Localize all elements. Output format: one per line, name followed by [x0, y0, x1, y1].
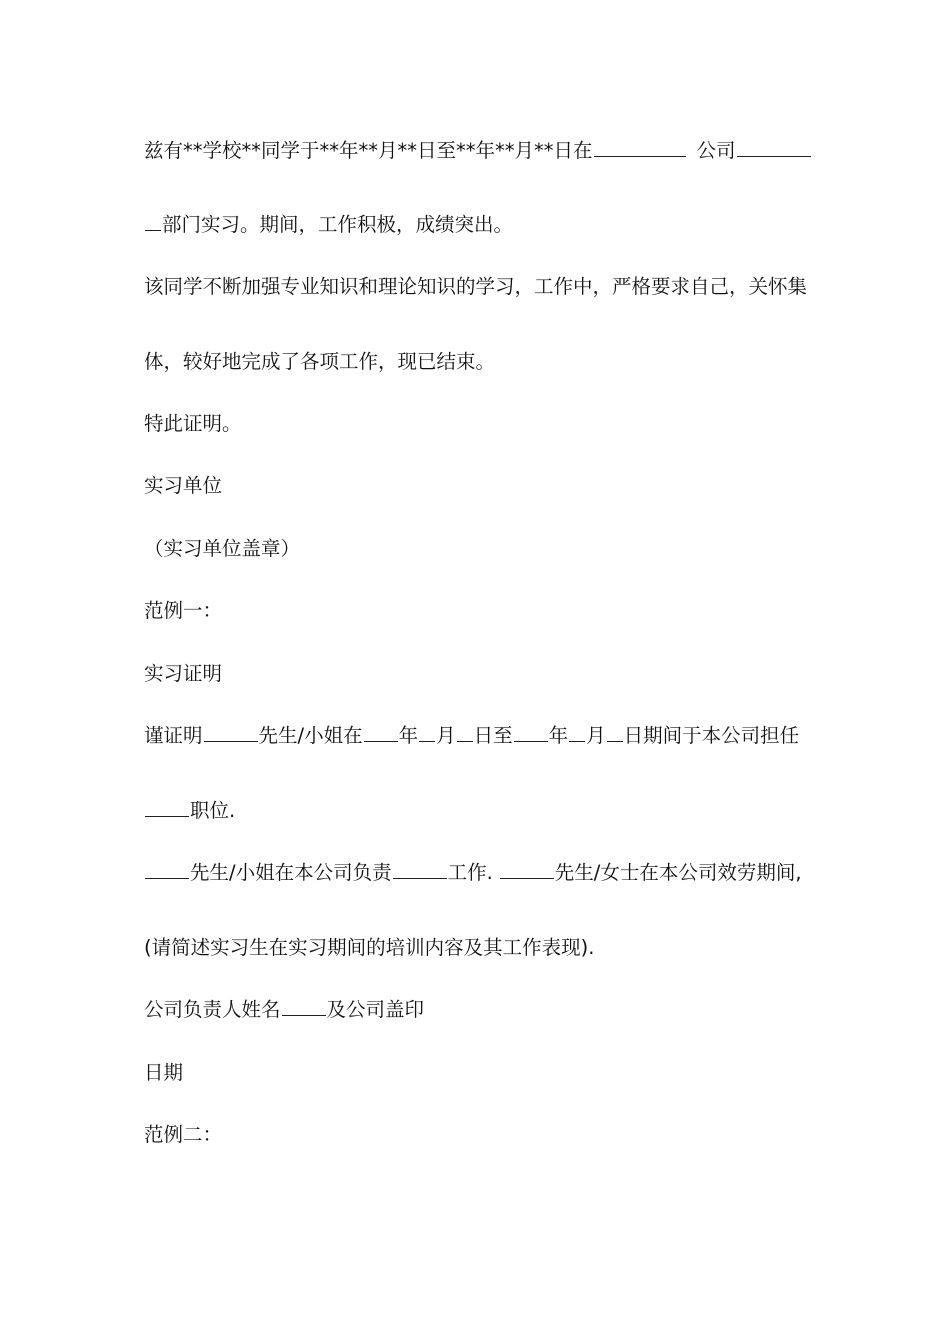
paragraph-evaluation-line2 [144, 349, 495, 375]
seal-note: （实习单位盖章） [144, 537, 301, 560]
statement-text: 年 [398, 724, 419, 747]
statement-text: 年 [548, 724, 569, 747]
company-label: 公司 [696, 139, 736, 162]
certificate-statement-line2 [144, 798, 235, 824]
blank-line [500, 877, 554, 879]
blank-line [145, 229, 161, 231]
certificate-title: 实习证明 [144, 662, 223, 685]
blank-line [514, 740, 548, 742]
statement-text: 日至 [473, 724, 513, 747]
paragraph-internship-intro-line2 [144, 212, 513, 238]
blank-line [569, 740, 585, 742]
responsibility-text: 工作. [447, 861, 493, 884]
responsibility-line [144, 860, 802, 886]
blank-line [393, 877, 447, 879]
certify-text: 特此证明。 [144, 412, 242, 435]
blank-line [145, 815, 189, 817]
signature-label: 公司负责人姓名 [144, 998, 281, 1021]
internship-unit-label: 实习单位 [144, 474, 223, 497]
statement-text: 日期间于本公司担任 [623, 724, 800, 747]
blank-line [145, 877, 189, 879]
position-text: 职位. [190, 799, 236, 822]
blank-line [607, 740, 623, 742]
department-text: 部门实习。期间，工作积极，成绩突出。 [162, 213, 514, 236]
responsibility-text: 先生/女士在本公司效劳期间, [554, 861, 802, 884]
blank-line [737, 155, 811, 157]
blank-line [594, 155, 686, 157]
blank-line [457, 740, 473, 742]
seal-label: 及公司盖印 [326, 998, 425, 1021]
performance-note: (请简述实习生在实习期间的培训内容及其工作表现). [144, 936, 595, 959]
signature-line [144, 997, 424, 1023]
intro-text: 兹有**学校**同学于**年**月**日至**年**月**日在 [144, 139, 593, 162]
evaluation-text: 该同学不断加强专业知识和理论知识的学习，工作中，严格要求自己，关怀集 [144, 275, 808, 298]
paragraph-internship-intro-line1 [144, 138, 812, 164]
paragraph-evaluation-line1 [144, 274, 807, 300]
blank-line [364, 740, 398, 742]
date-label: 日期 [144, 1061, 184, 1084]
statement-text: 月 [436, 724, 456, 747]
example-one-heading: 范例一： [144, 599, 223, 622]
blank-line [282, 1014, 326, 1016]
responsibility-text: 先生/小姐在本公司负责 [190, 861, 392, 884]
statement-text: 先生/小姐在 [258, 724, 363, 747]
blank-line [419, 740, 435, 742]
statement-text: 月 [586, 724, 606, 747]
example-two-heading: 范例二： [144, 1123, 223, 1146]
evaluation-text-cont: 体，较好地完成了各项工作，现已结束。 [144, 350, 496, 373]
blank-line [204, 740, 258, 742]
certificate-statement-line1 [144, 723, 799, 749]
statement-text: 谨证明 [144, 724, 203, 747]
